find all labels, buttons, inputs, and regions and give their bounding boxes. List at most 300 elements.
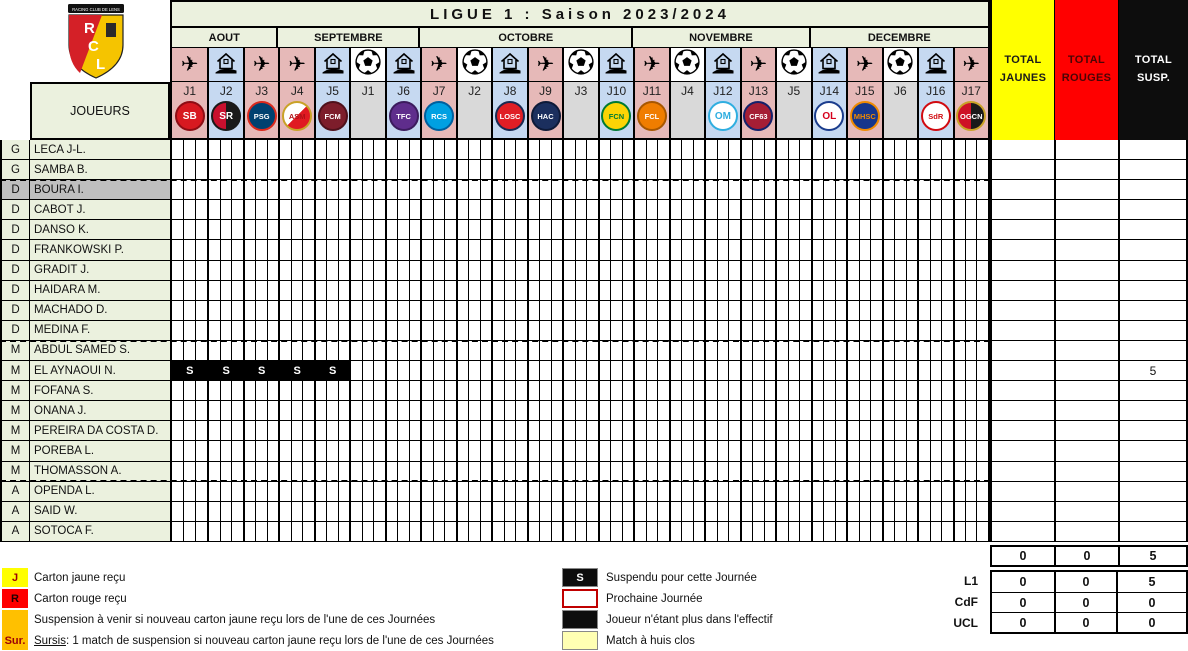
match-cell[interactable] bbox=[669, 502, 704, 521]
match-cell[interactable] bbox=[740, 301, 775, 320]
card-subcell[interactable] bbox=[813, 421, 825, 440]
card-subcell[interactable] bbox=[422, 381, 433, 400]
card-subcell[interactable] bbox=[245, 401, 256, 420]
card-subcell[interactable] bbox=[387, 361, 399, 380]
total-rouges-cell[interactable] bbox=[1054, 522, 1118, 541]
card-subcell[interactable] bbox=[434, 502, 445, 521]
card-subcell[interactable] bbox=[718, 321, 729, 340]
match-cell[interactable] bbox=[562, 160, 597, 179]
card-subcell[interactable] bbox=[458, 240, 470, 259]
total-rouges-cell[interactable] bbox=[1054, 160, 1118, 179]
card-subcell[interactable] bbox=[221, 301, 233, 320]
card-subcell[interactable] bbox=[268, 462, 278, 481]
match-cell[interactable] bbox=[846, 261, 881, 280]
card-subcell[interactable] bbox=[931, 200, 943, 219]
card-subcell[interactable] bbox=[955, 160, 966, 179]
card-subcell[interactable] bbox=[647, 200, 659, 219]
card-subcell[interactable] bbox=[895, 281, 906, 300]
card-subcell[interactable] bbox=[647, 421, 659, 440]
card-subcell[interactable] bbox=[469, 281, 481, 300]
card-subcell[interactable] bbox=[481, 482, 492, 501]
card-subcell[interactable] bbox=[339, 482, 350, 501]
total-susp-cell[interactable] bbox=[1118, 401, 1188, 420]
card-subcell[interactable] bbox=[232, 261, 243, 280]
card-subcell[interactable] bbox=[789, 180, 800, 199]
player-name-cell[interactable]: BOURA I. bbox=[30, 180, 170, 199]
card-subcell[interactable] bbox=[445, 482, 455, 501]
card-subcell[interactable] bbox=[529, 462, 540, 481]
card-subcell[interactable] bbox=[516, 321, 527, 340]
total-susp-cell[interactable] bbox=[1118, 281, 1188, 300]
card-subcell[interactable] bbox=[860, 180, 872, 199]
card-subcell[interactable] bbox=[884, 180, 895, 199]
card-subcell[interactable] bbox=[184, 482, 196, 501]
card-subcell[interactable] bbox=[280, 381, 292, 400]
match-cell[interactable] bbox=[527, 462, 562, 481]
match-cell[interactable] bbox=[846, 180, 881, 199]
match-cell[interactable] bbox=[314, 341, 349, 360]
card-subcell[interactable] bbox=[647, 462, 659, 481]
match-cell[interactable] bbox=[775, 261, 810, 280]
card-subcell[interactable] bbox=[434, 482, 445, 501]
card-subcell[interactable] bbox=[280, 502, 292, 521]
card-subcell[interactable] bbox=[363, 462, 374, 481]
card-subcell[interactable] bbox=[316, 281, 328, 300]
match-cell[interactable] bbox=[740, 522, 775, 541]
card-subcell[interactable] bbox=[848, 301, 860, 320]
match-cell[interactable] bbox=[882, 441, 917, 460]
card-subcell[interactable] bbox=[505, 240, 517, 259]
match-cell[interactable] bbox=[420, 301, 455, 320]
card-subcell[interactable] bbox=[836, 381, 847, 400]
match-cell[interactable] bbox=[278, 301, 313, 320]
card-subcell[interactable] bbox=[245, 281, 256, 300]
match-cell[interactable] bbox=[669, 321, 704, 340]
match-cell[interactable] bbox=[456, 441, 491, 460]
card-subcell[interactable] bbox=[765, 502, 776, 521]
card-subcell[interactable] bbox=[292, 160, 304, 179]
card-subcell[interactable] bbox=[729, 482, 739, 501]
card-subcell[interactable] bbox=[374, 502, 384, 521]
card-subcell[interactable] bbox=[884, 261, 895, 280]
card-subcell[interactable] bbox=[836, 502, 847, 521]
card-subcell[interactable] bbox=[919, 401, 931, 420]
card-subcell[interactable] bbox=[516, 381, 527, 400]
card-subcell[interactable] bbox=[718, 220, 729, 239]
card-subcell[interactable] bbox=[777, 160, 788, 179]
card-subcell[interactable] bbox=[398, 482, 410, 501]
card-subcell[interactable] bbox=[552, 140, 562, 159]
card-subcell[interactable] bbox=[600, 240, 611, 259]
card-subcell[interactable] bbox=[505, 220, 517, 239]
card-subcell[interactable] bbox=[445, 160, 455, 179]
match-cell[interactable] bbox=[811, 441, 846, 460]
card-subcell[interactable] bbox=[387, 321, 399, 340]
match-cell[interactable] bbox=[562, 361, 597, 380]
match-cell[interactable] bbox=[811, 281, 846, 300]
card-subcell[interactable] bbox=[245, 321, 256, 340]
card-subcell[interactable] bbox=[623, 502, 633, 521]
card-subcell[interactable] bbox=[458, 482, 470, 501]
match-cell[interactable] bbox=[953, 160, 988, 179]
card-subcell[interactable] bbox=[777, 441, 788, 460]
card-subcell[interactable] bbox=[327, 381, 339, 400]
match-cell[interactable] bbox=[562, 341, 597, 360]
card-subcell[interactable] bbox=[339, 240, 350, 259]
match-cell[interactable] bbox=[775, 401, 810, 420]
card-subcell[interactable] bbox=[742, 240, 754, 259]
card-subcell[interactable] bbox=[280, 180, 292, 199]
card-subcell[interactable] bbox=[587, 502, 598, 521]
card-subcell[interactable] bbox=[232, 281, 243, 300]
card-subcell[interactable] bbox=[256, 200, 267, 219]
card-subcell[interactable] bbox=[836, 361, 847, 380]
card-subcell[interactable] bbox=[824, 381, 836, 400]
card-subcell[interactable] bbox=[848, 341, 860, 360]
card-subcell[interactable] bbox=[966, 321, 977, 340]
card-subcell[interactable] bbox=[268, 261, 278, 280]
card-subcell[interactable] bbox=[516, 160, 527, 179]
card-subcell[interactable] bbox=[765, 240, 776, 259]
card-subcell[interactable] bbox=[445, 281, 455, 300]
card-subcell[interactable] bbox=[800, 301, 810, 320]
card-subcell[interactable] bbox=[172, 522, 184, 541]
total-rouges-cell[interactable] bbox=[1054, 321, 1118, 340]
card-subcell[interactable] bbox=[172, 482, 184, 501]
match-cell[interactable] bbox=[704, 361, 739, 380]
card-subcell[interactable] bbox=[339, 281, 350, 300]
match-cell[interactable] bbox=[811, 502, 846, 521]
card-subcell[interactable] bbox=[387, 160, 399, 179]
card-subcell[interactable] bbox=[221, 462, 233, 481]
card-subcell[interactable] bbox=[942, 301, 953, 320]
total-jaunes-cell[interactable] bbox=[990, 502, 1054, 521]
total-susp-cell[interactable]: 5 bbox=[1118, 361, 1188, 380]
card-subcell[interactable] bbox=[172, 220, 184, 239]
card-subcell[interactable] bbox=[303, 421, 314, 440]
card-subcell[interactable] bbox=[316, 482, 328, 501]
card-subcell[interactable] bbox=[339, 140, 350, 159]
card-subcell[interactable] bbox=[718, 180, 729, 199]
match-cell[interactable] bbox=[669, 381, 704, 400]
card-subcell[interactable] bbox=[789, 200, 800, 219]
match-cell[interactable] bbox=[562, 200, 597, 219]
match-cell[interactable] bbox=[953, 261, 988, 280]
card-subcell[interactable] bbox=[268, 421, 278, 440]
card-subcell[interactable] bbox=[871, 341, 882, 360]
card-subcell[interactable] bbox=[327, 220, 339, 239]
card-subcell[interactable] bbox=[977, 341, 987, 360]
card-subcell[interactable] bbox=[529, 180, 540, 199]
match-cell[interactable] bbox=[420, 361, 455, 380]
card-subcell[interactable] bbox=[955, 441, 966, 460]
competition-susp-cell[interactable]: 0 bbox=[1116, 613, 1186, 632]
card-subcell[interactable] bbox=[871, 140, 882, 159]
card-subcell[interactable] bbox=[600, 301, 611, 320]
card-subcell[interactable] bbox=[671, 240, 683, 259]
match-cell[interactable] bbox=[420, 441, 455, 460]
card-subcell[interactable] bbox=[836, 281, 847, 300]
match-cell[interactable] bbox=[846, 381, 881, 400]
match-cell[interactable] bbox=[243, 482, 278, 501]
card-subcell[interactable] bbox=[824, 240, 836, 259]
match-cell[interactable] bbox=[456, 301, 491, 320]
card-subcell[interactable] bbox=[268, 200, 278, 219]
card-subcell[interactable] bbox=[316, 240, 328, 259]
card-subcell[interactable] bbox=[327, 401, 339, 420]
match-cell[interactable] bbox=[775, 462, 810, 481]
card-subcell[interactable] bbox=[232, 220, 243, 239]
match-cell[interactable] bbox=[491, 462, 526, 481]
card-subcell[interactable] bbox=[836, 240, 847, 259]
card-subcell[interactable] bbox=[268, 301, 278, 320]
card-subcell[interactable] bbox=[505, 341, 517, 360]
card-subcell[interactable] bbox=[907, 200, 917, 219]
card-subcell[interactable] bbox=[671, 522, 683, 541]
card-subcell[interactable] bbox=[671, 361, 683, 380]
card-subcell[interactable] bbox=[706, 482, 717, 501]
player-name-cell[interactable]: FOFANA S. bbox=[30, 381, 170, 400]
card-subcell[interactable] bbox=[623, 140, 633, 159]
card-subcell[interactable] bbox=[800, 321, 810, 340]
card-subcell[interactable] bbox=[339, 200, 350, 219]
card-subcell[interactable] bbox=[410, 401, 421, 420]
card-subcell[interactable] bbox=[256, 240, 267, 259]
card-subcell[interactable] bbox=[706, 261, 717, 280]
match-cell[interactable] bbox=[207, 160, 242, 179]
card-subcell[interactable] bbox=[907, 220, 917, 239]
match-cell[interactable] bbox=[349, 200, 384, 219]
suspended-match-cell[interactable]: S bbox=[243, 361, 278, 380]
card-subcell[interactable] bbox=[919, 502, 931, 521]
match-cell[interactable] bbox=[314, 180, 349, 199]
match-cell[interactable] bbox=[385, 381, 420, 400]
match-cell[interactable] bbox=[207, 441, 242, 460]
card-subcell[interactable] bbox=[907, 180, 917, 199]
card-subcell[interactable] bbox=[540, 441, 551, 460]
match-cell[interactable] bbox=[740, 140, 775, 159]
card-subcell[interactable] bbox=[611, 240, 622, 259]
total-rouges-cell[interactable] bbox=[1054, 361, 1118, 380]
total-susp-cell[interactable] bbox=[1118, 200, 1188, 219]
card-subcell[interactable] bbox=[481, 321, 492, 340]
card-subcell[interactable] bbox=[729, 160, 739, 179]
card-subcell[interactable] bbox=[481, 522, 492, 541]
card-subcell[interactable] bbox=[907, 140, 917, 159]
card-subcell[interactable] bbox=[647, 321, 659, 340]
card-subcell[interactable] bbox=[458, 401, 470, 420]
card-subcell[interactable] bbox=[635, 401, 647, 420]
match-cell[interactable] bbox=[349, 462, 384, 481]
card-subcell[interactable] bbox=[895, 261, 906, 280]
card-subcell[interactable] bbox=[398, 381, 410, 400]
card-subcell[interactable] bbox=[658, 160, 669, 179]
match-cell[interactable] bbox=[598, 421, 633, 440]
card-subcell[interactable] bbox=[942, 401, 953, 420]
card-subcell[interactable] bbox=[398, 281, 410, 300]
card-subcell[interactable] bbox=[635, 482, 647, 501]
match-cell[interactable] bbox=[456, 321, 491, 340]
card-subcell[interactable] bbox=[871, 522, 882, 541]
match-cell[interactable] bbox=[598, 240, 633, 259]
card-subcell[interactable] bbox=[931, 361, 943, 380]
match-cell[interactable] bbox=[385, 421, 420, 440]
card-subcell[interactable] bbox=[671, 502, 683, 521]
season-total-susp-cell[interactable]: 5 bbox=[1118, 545, 1188, 567]
card-subcell[interactable] bbox=[729, 200, 739, 219]
card-subcell[interactable] bbox=[493, 321, 505, 340]
card-subcell[interactable] bbox=[232, 321, 243, 340]
card-subcell[interactable] bbox=[694, 180, 705, 199]
card-subcell[interactable] bbox=[871, 240, 882, 259]
card-subcell[interactable] bbox=[848, 482, 860, 501]
match-cell[interactable] bbox=[172, 140, 207, 159]
card-subcell[interactable] bbox=[576, 421, 588, 440]
match-cell[interactable] bbox=[669, 240, 704, 259]
card-subcell[interactable] bbox=[635, 441, 647, 460]
card-subcell[interactable] bbox=[529, 441, 540, 460]
card-subcell[interactable] bbox=[800, 140, 810, 159]
card-subcell[interactable] bbox=[635, 281, 647, 300]
total-susp-cell[interactable] bbox=[1118, 341, 1188, 360]
card-subcell[interactable] bbox=[516, 261, 527, 280]
card-subcell[interactable] bbox=[848, 200, 860, 219]
card-subcell[interactable] bbox=[860, 301, 872, 320]
match-cell[interactable] bbox=[633, 321, 668, 340]
card-subcell[interactable] bbox=[196, 341, 207, 360]
match-cell[interactable] bbox=[846, 281, 881, 300]
card-subcell[interactable] bbox=[221, 381, 233, 400]
card-subcell[interactable] bbox=[694, 482, 705, 501]
match-cell[interactable] bbox=[953, 522, 988, 541]
card-subcell[interactable] bbox=[481, 381, 492, 400]
card-subcell[interactable] bbox=[942, 361, 953, 380]
competition-jaunes-cell[interactable]: 0 bbox=[1019, 575, 1027, 589]
card-subcell[interactable] bbox=[327, 321, 339, 340]
card-subcell[interactable] bbox=[694, 261, 705, 280]
match-cell[interactable] bbox=[314, 502, 349, 521]
card-subcell[interactable] bbox=[623, 180, 633, 199]
card-subcell[interactable] bbox=[540, 240, 551, 259]
card-subcell[interactable] bbox=[977, 441, 987, 460]
match-cell[interactable] bbox=[456, 240, 491, 259]
card-subcell[interactable] bbox=[942, 281, 953, 300]
match-cell[interactable] bbox=[243, 522, 278, 541]
card-subcell[interactable] bbox=[576, 140, 588, 159]
card-subcell[interactable] bbox=[387, 482, 399, 501]
card-subcell[interactable] bbox=[196, 281, 207, 300]
card-subcell[interactable] bbox=[493, 482, 505, 501]
match-cell[interactable] bbox=[882, 341, 917, 360]
card-subcell[interactable] bbox=[327, 301, 339, 320]
total-jaunes-cell[interactable] bbox=[990, 441, 1054, 460]
card-subcell[interactable] bbox=[658, 421, 669, 440]
match-cell[interactable] bbox=[491, 381, 526, 400]
card-subcell[interactable] bbox=[753, 261, 765, 280]
match-cell[interactable] bbox=[207, 421, 242, 440]
card-subcell[interactable] bbox=[611, 341, 622, 360]
card-subcell[interactable] bbox=[848, 401, 860, 420]
match-cell[interactable] bbox=[811, 361, 846, 380]
card-subcell[interactable] bbox=[647, 160, 659, 179]
player-name-cell[interactable]: POREBA L. bbox=[30, 441, 170, 460]
card-subcell[interactable] bbox=[895, 341, 906, 360]
total-jaunes-cell[interactable] bbox=[990, 261, 1054, 280]
match-cell[interactable] bbox=[385, 261, 420, 280]
card-subcell[interactable] bbox=[824, 462, 836, 481]
card-subcell[interactable] bbox=[647, 401, 659, 420]
card-subcell[interactable] bbox=[196, 160, 207, 179]
card-subcell[interactable] bbox=[919, 482, 931, 501]
card-subcell[interactable] bbox=[374, 401, 384, 420]
match-cell[interactable] bbox=[491, 361, 526, 380]
total-jaunes-cell[interactable] bbox=[990, 421, 1054, 440]
match-cell[interactable] bbox=[349, 180, 384, 199]
match-cell[interactable] bbox=[385, 441, 420, 460]
card-subcell[interactable] bbox=[256, 160, 267, 179]
card-subcell[interactable] bbox=[611, 361, 622, 380]
match-cell[interactable] bbox=[243, 462, 278, 481]
match-cell[interactable] bbox=[669, 281, 704, 300]
total-susp-cell[interactable] bbox=[1118, 261, 1188, 280]
card-subcell[interactable] bbox=[327, 482, 339, 501]
card-subcell[interactable] bbox=[647, 381, 659, 400]
card-subcell[interactable] bbox=[813, 522, 825, 541]
match-cell[interactable] bbox=[527, 240, 562, 259]
card-subcell[interactable] bbox=[836, 482, 847, 501]
card-subcell[interactable] bbox=[789, 441, 800, 460]
card-subcell[interactable] bbox=[363, 200, 374, 219]
card-subcell[interactable] bbox=[410, 160, 421, 179]
card-subcell[interactable] bbox=[292, 220, 304, 239]
card-subcell[interactable] bbox=[209, 502, 221, 521]
card-subcell[interactable] bbox=[682, 462, 694, 481]
card-subcell[interactable] bbox=[611, 502, 622, 521]
match-cell[interactable] bbox=[207, 341, 242, 360]
card-subcell[interactable] bbox=[552, 401, 562, 420]
card-subcell[interactable] bbox=[682, 482, 694, 501]
card-subcell[interactable] bbox=[481, 462, 492, 481]
total-rouges-cell[interactable] bbox=[1054, 200, 1118, 219]
card-subcell[interactable] bbox=[469, 180, 481, 199]
total-susp-cell[interactable] bbox=[1118, 381, 1188, 400]
match-cell[interactable] bbox=[491, 502, 526, 521]
match-cell[interactable] bbox=[172, 482, 207, 501]
card-subcell[interactable] bbox=[564, 482, 576, 501]
card-subcell[interactable] bbox=[434, 361, 445, 380]
card-subcell[interactable] bbox=[977, 482, 987, 501]
card-subcell[interactable] bbox=[942, 180, 953, 199]
card-subcell[interactable] bbox=[458, 220, 470, 239]
card-subcell[interactable] bbox=[860, 341, 872, 360]
match-cell[interactable] bbox=[633, 240, 668, 259]
card-subcell[interactable] bbox=[184, 421, 196, 440]
match-cell[interactable] bbox=[456, 482, 491, 501]
card-subcell[interactable] bbox=[303, 462, 314, 481]
card-subcell[interactable] bbox=[434, 261, 445, 280]
card-subcell[interactable] bbox=[671, 421, 683, 440]
match-cell[interactable] bbox=[456, 281, 491, 300]
competition-rouges-cell[interactable]: 0 bbox=[1054, 613, 1116, 632]
card-subcell[interactable] bbox=[753, 220, 765, 239]
card-subcell[interactable] bbox=[410, 482, 421, 501]
card-subcell[interactable] bbox=[884, 361, 895, 380]
card-subcell[interactable] bbox=[469, 220, 481, 239]
card-subcell[interactable] bbox=[245, 200, 256, 219]
card-subcell[interactable] bbox=[611, 482, 622, 501]
card-subcell[interactable] bbox=[955, 281, 966, 300]
match-cell[interactable] bbox=[633, 160, 668, 179]
